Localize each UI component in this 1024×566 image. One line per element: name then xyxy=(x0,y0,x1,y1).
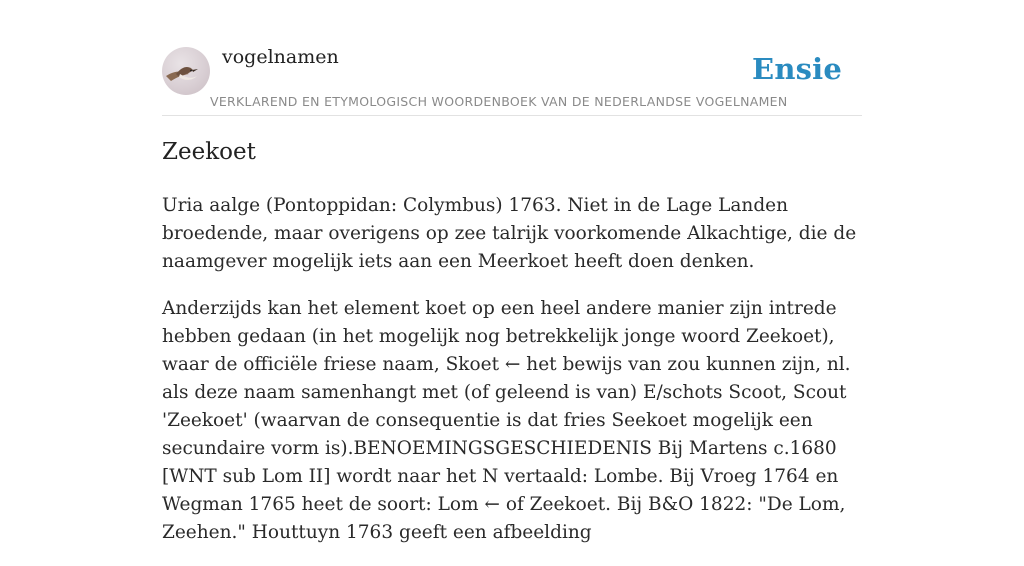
entry-body xyxy=(162,192,864,566)
dictionary-name[interactable]: vogelnamen xyxy=(222,46,339,68)
header-divider xyxy=(162,115,862,116)
entry-title: Zeekoet xyxy=(162,139,256,165)
bird-photo-icon[interactable] xyxy=(162,47,210,95)
ensie-logo[interactable]: Ensie xyxy=(752,52,842,86)
entry-paragraph: Uria aalge (Pontoppidan: Colymbus) 1763. Niet in de Lage Landen broedende, maar overigens op zee talrijk voorkomende Alkachtige, die de naamgever mogelijk iets aan een Meerkoet heeft doen denken. xyxy=(162,195,857,272)
entry-paragraph: Anderzijds kan het element koet op een heel andere manier zijn intrede hebben gedaan (in het mogelijk nog betrekkelijk jonge woord Zeekoet), waar de officiële friese naam, Skoet ← het bewijs van zou kunnen zijn, nl. als deze naam samenhangt met (of geleend is van) E/schots Scoot, Scout 'Zeekoet' (waarvan de consequentie is dat fries Seekoet mogelijk een secundaire vorm is).BENOEMINGSGESCHIEDENIS Bij Martens c.1680 [WNT sub Lom II] wordt naar het N vertaald: Lombe. Bij Vroeg 1764 en Wegman 1765 heet de soort: Lom ← of Zeekoet. Bij B&O 1822: "De Lom, Zeehen." Houttuyn 1763 geeft een afbeelding xyxy=(162,298,851,543)
dictionary-subtitle: VERKLAREND EN ETYMOLOGISCH WOORDENBOEK VAN DE NEDERLANDSE VOGELNAMEN xyxy=(210,94,788,109)
